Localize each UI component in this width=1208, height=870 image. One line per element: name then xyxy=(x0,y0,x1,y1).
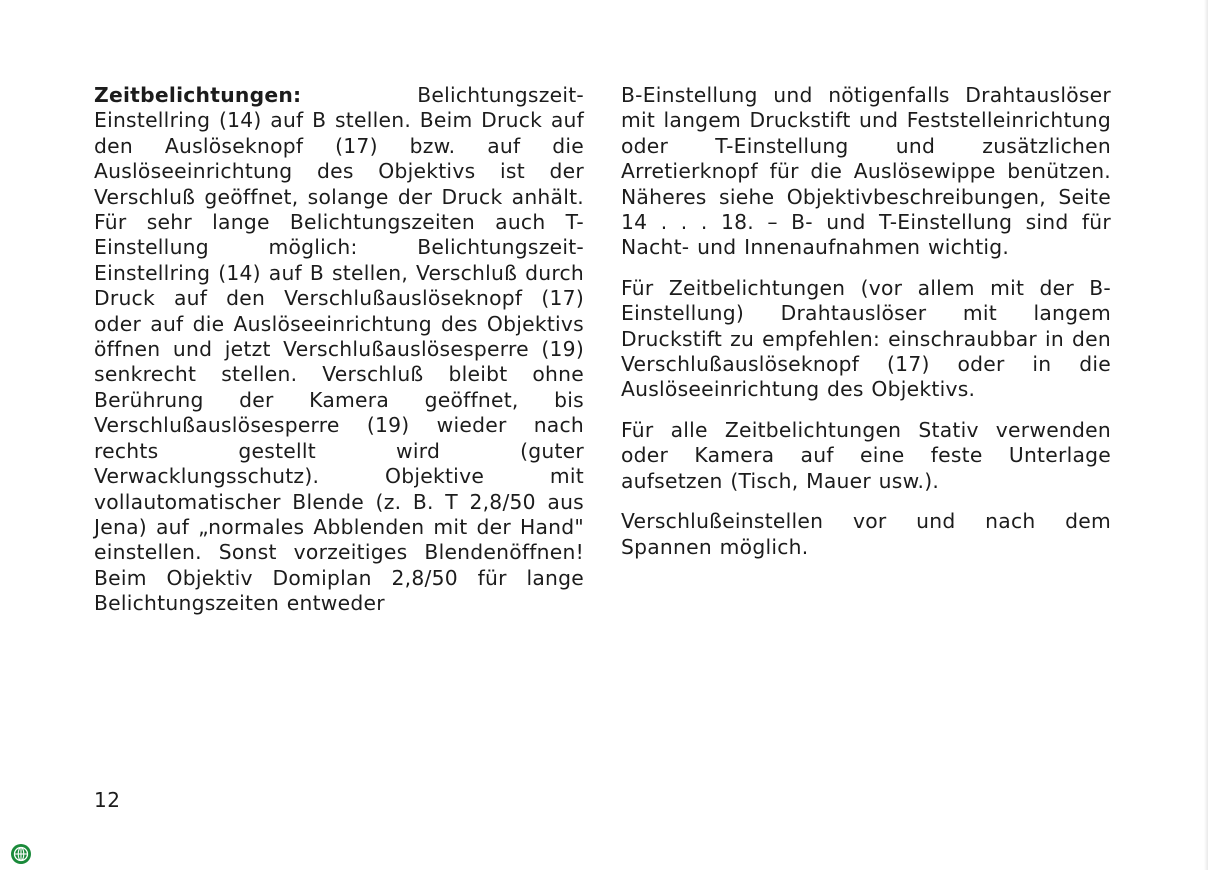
page-number: 12 xyxy=(94,788,121,812)
right-paragraph-2: Für Zeitbelichtungen (vor allem mit der B-Einstellung) Drahtauslöser mit langem Druckstift zu empfehlen: einschraubbar in den Verschlußauslöseknopf (17) oder in die Auslöseeinrichtung des Objektivs. xyxy=(621,275,1111,402)
left-paragraph xyxy=(94,83,584,617)
right-paragraph-4: Verschlußeinstellen vor und nach dem Spannen möglich. xyxy=(621,509,1111,559)
right-column xyxy=(621,83,1111,560)
left-column xyxy=(94,83,584,617)
section-heading: Zeitbelichtungen: xyxy=(94,83,302,107)
left-paragraph-text: Belichtungszeit-Einstellring (14) auf B stellen. Beim Druck auf den Auslöseknopf (17) bzw. auf die Auslöseeinrichtung des Objektivs ist der Verschluß geöffnet, solange der Druck anhält. Für sehr lange Belichtungszeiten auch T-Einstellung möglich: Belichtungszeit-Einstellring (14) auf B stellen, Verschluß durch Druck auf den Verschlußauslöseknopf (17) oder auf die Auslöseeinrichtung des Objektivs öffnen und jetzt Verschlußauslösesperre (19) senkrecht stellen. Verschluß bleibt ohne Berührung der Kamera geöffnet, bis Verschlußauslösesperre (19) wieder nach rechts gestellt wird (guter Verwacklungsschutz). Objektive mit vollautomatischer Blende (z. B. T 2,8/50 aus Jena) auf „normales Abblenden mit der Hand" einstellen. Sonst vorzeitiges Blendenöffnen! Beim Objektiv Domiplan 2,8/50 für lange Belichtungszeiten entweder xyxy=(94,83,584,616)
right-paragraph-3: Für alle Zeitbelichtungen Stativ verwenden oder Kamera auf eine feste Unterlage aufsetzen (Tisch, Mauer usw.). xyxy=(621,417,1111,493)
globe-icon[interactable] xyxy=(10,843,32,865)
right-paragraph-1: B-Einstellung und nötigenfalls Drahtauslöser mit langem Druckstift und Feststelleinrichtung oder T-Einstellung und zusätzlichen Arretierknopf für die Auslösewippe benützen. Näheres siehe Objektivbeschreibungen, Seite 14 . . . 18. – B- und T-Einstellung sind für Nacht- und Innenaufnahmen wichtig. xyxy=(621,83,1111,260)
page-edge-shadow xyxy=(1204,0,1208,870)
